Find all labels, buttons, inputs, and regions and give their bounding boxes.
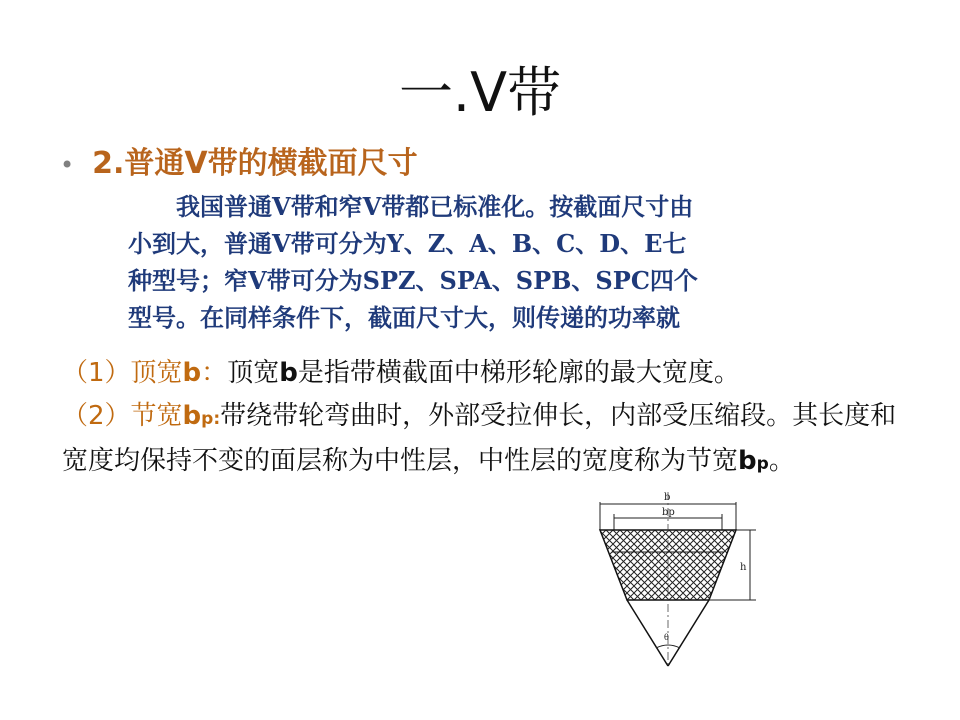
item2-colon: :	[213, 409, 221, 429]
item1-text2: 是指带横截面中梯形轮廓的最大宽度。	[297, 358, 740, 388]
label-theta: θ	[664, 633, 669, 642]
wedge-left-side	[627, 600, 668, 666]
item-pitch-width	[62, 395, 912, 485]
item1-symbol2: b	[279, 358, 298, 388]
item1-label: （1）顶宽	[62, 358, 183, 388]
bullet-dot: •	[60, 151, 75, 179]
item2-symbol2: b	[738, 446, 757, 476]
label-h: h	[740, 562, 747, 573]
slide-title: 一.V带	[398, 61, 562, 124]
description-line: 型号。在同样条件下，截面尺寸大，则传递的功率就	[128, 303, 680, 332]
label-bp: bp	[662, 507, 675, 518]
description-line: 种型号；窄V带可分为SPZ、SPA、SPB、SPC四个	[128, 266, 698, 295]
item1-symbol: b	[182, 358, 202, 388]
bullet-heading	[60, 142, 418, 186]
item1-colon: ：	[201, 358, 228, 388]
description-line: 小到大，普通V带可分为Y、Z、A、B、C、D、E七	[128, 229, 687, 258]
description-image-text	[128, 188, 808, 336]
item1-text: 顶宽	[227, 358, 280, 388]
description-line: 我国普通V带和窄V带都已标准化。按截面尺寸由	[176, 192, 694, 221]
item2-label: （2）节宽	[62, 401, 183, 431]
item2-text: 带绕带轮弯曲时，外部受拉伸长，内部受压缩段。其长度和宽度均保持不变的面层称为中性层，中性层的宽度称为节宽	[62, 401, 897, 476]
item-top-width	[62, 352, 912, 394]
label-b: b	[664, 492, 671, 503]
wedge-right-side	[668, 600, 709, 666]
item2-subscript: p	[201, 409, 214, 429]
item2-end: 。	[768, 446, 795, 476]
item2-symbol: b	[182, 401, 202, 431]
v-belt-cross-section-figure	[578, 488, 768, 668]
bullet-heading-text: 2.普通V带的横截面尺寸	[92, 146, 418, 181]
item2-subscript2: p	[756, 454, 769, 474]
